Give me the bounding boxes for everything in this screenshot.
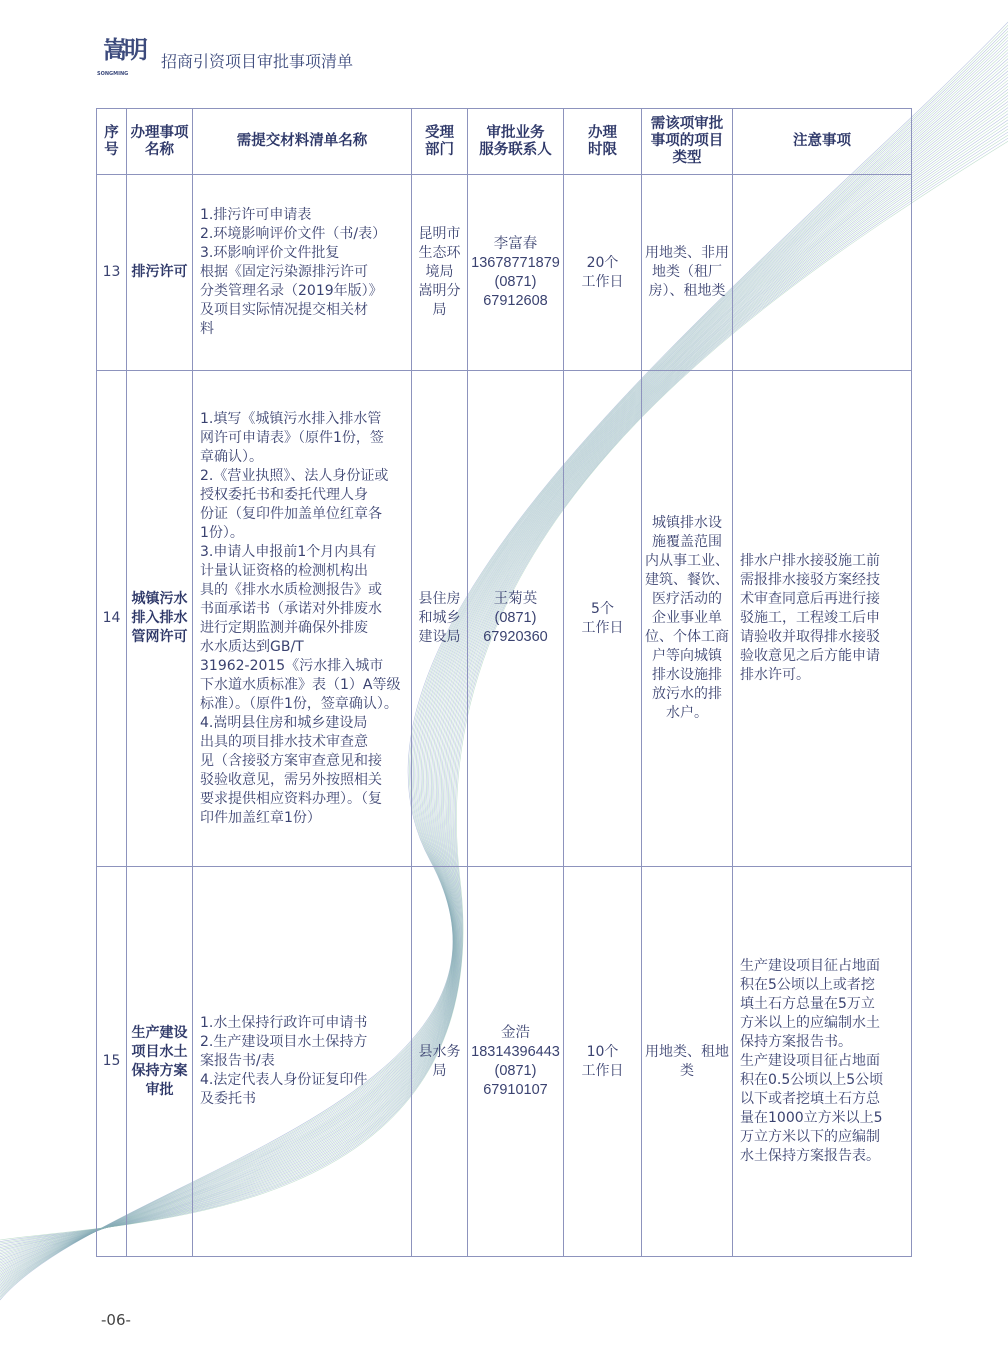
row-materials: 1.水土保持行政许可申请书 2.生产建设项目水土保持方 案报告书/表 4.法定代表人身份证复印件 及委托书 xyxy=(193,867,412,1257)
row-no: 15 xyxy=(97,867,127,1257)
col-header-project-type: 需该项审批 事项的项目 类型 xyxy=(642,109,733,175)
row-no: 13 xyxy=(97,175,127,371)
col-header-contact: 审批业务 服务联系人 xyxy=(468,109,564,175)
row-department: 县水务 局 xyxy=(412,867,468,1257)
songming-logo: 嵩明 SONGMING xyxy=(97,36,145,77)
row-materials: 1.填写《城镇污水排入排水管 网许可申请表》（原件1份，签 章确认）。 2.《营业执照》、法人身份证或 授权委托书和委托代理人身 份证（复印件加盖单位红章各 1份）。 3.申请人申报前1个月内具有 计量认证资格的检测机构出 具的《排水水质检测报告》或 书面承诺书（承诺对外排废水 进行定期监测并确保外排废 水水质达到GB/T 31962-2015《污水排入城市 下水道水质标准》表（1）A等级 标准）。（原件1份，签章确认）。 4.嵩明县住房和城乡建设局 出具的项目排水技术审查意 见（含接驳方案审查意见和接 驳验收意见，需另外按照相关 要求提供相应资料办理）。（复 印件加盖红章1份） xyxy=(193,371,412,867)
row-contact: 李富春 13678771879 (0871) 67912608 xyxy=(468,175,564,371)
col-header-materials: 需提交材料清单名称 xyxy=(193,109,412,175)
row-time-limit: 20个 工作日 xyxy=(564,175,642,371)
row-item-name: 城镇污水 排入排水 管网许可 xyxy=(127,371,193,867)
row-department: 县住房 和城乡 建设局 xyxy=(412,371,468,867)
col-header-no: 序 号 xyxy=(97,109,127,175)
approval-items-table xyxy=(96,108,912,1257)
page-number: -06- xyxy=(101,1311,131,1329)
col-header-time-limit: 办理 时限 xyxy=(564,109,642,175)
col-header-item-name: 办理事项 名称 xyxy=(127,109,193,175)
col-header-department: 受理 部门 xyxy=(412,109,468,175)
row-time-limit: 10个 工作日 xyxy=(564,867,642,1257)
row-project-type: 用地类、租地 类 xyxy=(642,867,733,1257)
document-title: 招商引资项目审批事项清单 xyxy=(161,51,354,71)
row-notes xyxy=(733,175,912,371)
table-header-row xyxy=(97,109,912,175)
row-contact: 王菊英 (0871) 67920360 xyxy=(468,371,564,867)
row-department: 昆明市 生态环 境局 嵩明分 局 xyxy=(412,175,468,371)
row-contact: 金浩 18314396443 (0871) 67910107 xyxy=(468,867,564,1257)
row-no: 14 xyxy=(97,371,127,867)
page-header xyxy=(97,36,354,80)
row-project-type: 城镇排水设 施覆盖范围 内从事工业、 建筑、餐饮、 医疗活动的 企业事业单 位、个体工商 户等向城镇 排水设施排 放污水的排 水户。 xyxy=(642,371,733,867)
table-row xyxy=(97,867,912,1257)
row-materials: 1.排污许可申请表 2.环境影响评价文件（书/表） 3.环影响评价文件批复 根据《固定污染源排污许可 分类管理名录（2019年版）》 及项目实际情况提交相关材 料 xyxy=(193,175,412,371)
row-project-type: 用地类、非用 地类（租厂 房）、租地类 xyxy=(642,175,733,371)
row-time-limit: 5个 工作日 xyxy=(564,371,642,867)
col-header-notes: 注意事项 xyxy=(733,109,912,175)
table-row xyxy=(97,175,912,371)
row-item-name: 生产建设 项目水土 保持方案 审批 xyxy=(127,867,193,1257)
row-item-name: 排污许可 xyxy=(127,175,193,371)
row-notes: 排水户排水接驳施工前 需报排水接驳方案经技 术审查同意后再进行接 驳施工，工程竣工后申 请验收并取得排水接驳 验收意见之后方能申请 排水许可。 xyxy=(733,371,912,867)
table-row xyxy=(97,371,912,867)
row-notes: 生产建设项目征占地面 积在5公顷以上或者挖 填土石方总量在5万立 方米以上的应编制水土 保持方案报告书。 生产建设项目征占地面 积在0.5公顷以上5公顷 以下或者挖填土石方总 量在1000立方米以上5 万立方米以下的应编制 水土保持方案报告表。 xyxy=(733,867,912,1257)
